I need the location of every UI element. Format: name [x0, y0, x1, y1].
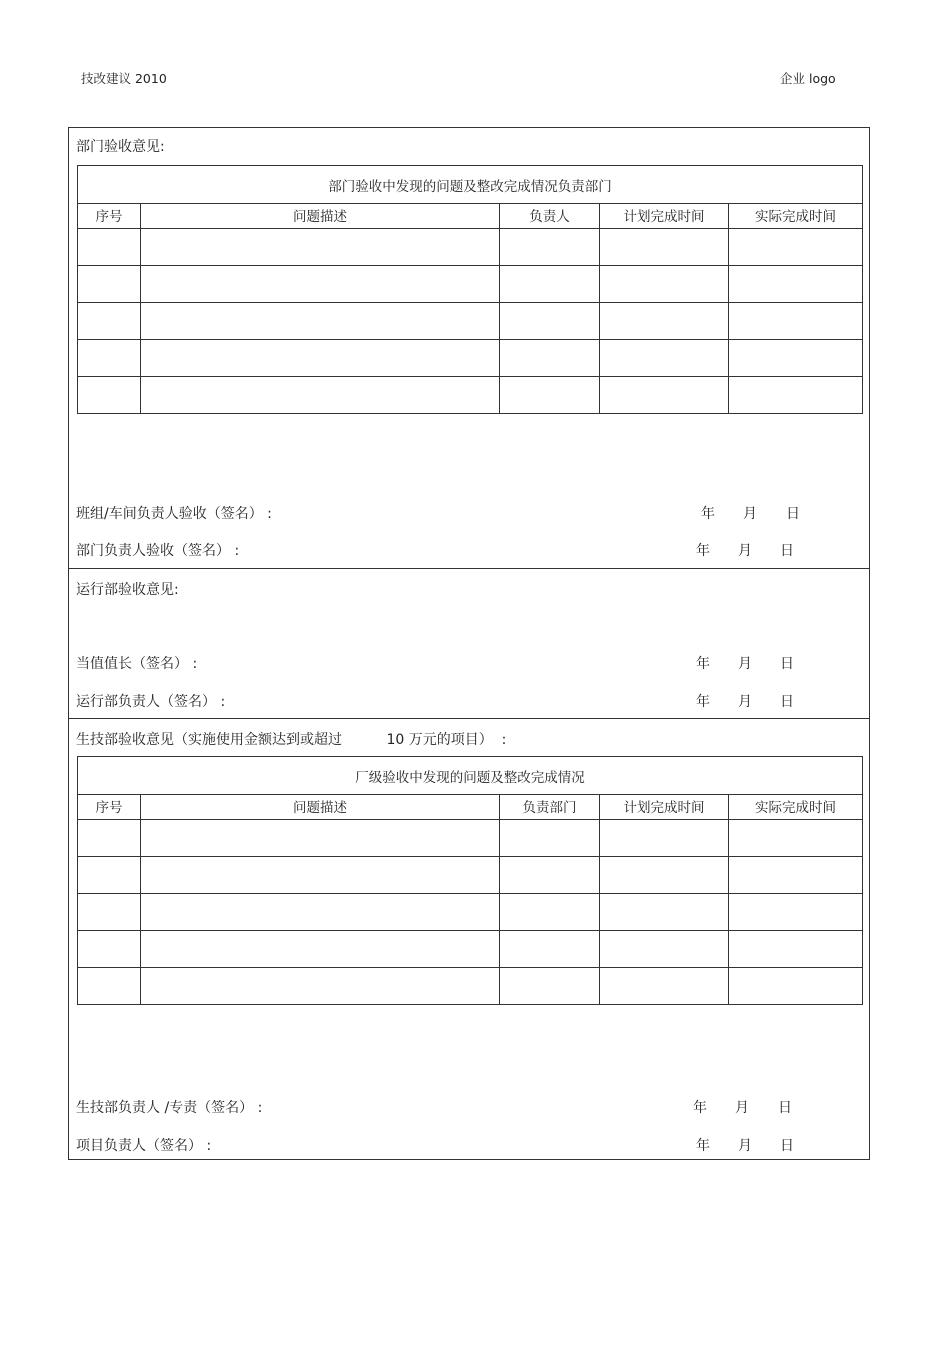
cell-description[interactable]: [141, 340, 500, 377]
cell-seq[interactable]: [78, 377, 141, 414]
cell-seq[interactable]: [78, 340, 141, 377]
date-month: 月: [738, 543, 752, 559]
dept-opinion-label: 部门验收意见:: [76, 139, 165, 155]
col-header-seq: 序号: [78, 795, 141, 820]
table-row: [78, 857, 863, 894]
cell-actual-date[interactable]: [729, 229, 863, 266]
col-header-owner-dept: 负责部门: [500, 795, 600, 820]
table-row: [78, 931, 863, 968]
doc-header-title: 技改建议 2010: [81, 71, 167, 86]
cell-description[interactable]: [141, 820, 500, 857]
cell-owner[interactable]: [500, 266, 600, 303]
project-head-signature-label: 项目负责人（签名） :: [76, 1138, 212, 1154]
cell-actual-date[interactable]: [729, 968, 863, 1005]
cell-actual-date[interactable]: [729, 340, 863, 377]
date-year: 年: [696, 656, 710, 672]
dept-head-signature-label: 部门负责人验收（签名） :: [76, 543, 240, 559]
team-workshop-signature-label: 班组/车间负责人验收（签名） :: [76, 506, 272, 522]
col-header-description: 问题描述: [141, 795, 500, 820]
date-day: 日: [780, 694, 794, 710]
date-year: 年: [696, 543, 710, 559]
cell-owner-dept[interactable]: [500, 968, 600, 1005]
cell-description[interactable]: [141, 857, 500, 894]
date-day: 日: [786, 506, 800, 522]
cell-seq[interactable]: [78, 968, 141, 1005]
date-year: 年: [701, 506, 715, 522]
cell-actual-date[interactable]: [729, 303, 863, 340]
col-header-seq: 序号: [78, 204, 141, 229]
cell-planned-date[interactable]: [600, 931, 729, 968]
date-month: 月: [738, 694, 752, 710]
col-header-actual-date: 实际完成时间: [729, 795, 863, 820]
cell-planned-date[interactable]: [600, 820, 729, 857]
date-year: 年: [693, 1100, 707, 1116]
factory-table-title: 厂级验收中发现的问题及整改完成情况: [78, 757, 863, 795]
table-row: [78, 968, 863, 1005]
date-day: 日: [780, 656, 794, 672]
cell-owner[interactable]: [500, 229, 600, 266]
date-day: 日: [778, 1100, 792, 1116]
cell-description[interactable]: [141, 931, 500, 968]
cell-seq[interactable]: [78, 857, 141, 894]
date-month: 月: [743, 506, 757, 522]
cell-owner[interactable]: [500, 340, 600, 377]
tech-opinion-label: 生技部验收意见（实施使用金额达到或超过 10 万元的项目） :: [76, 732, 507, 748]
shift-leader-signature-label: 当值值长（签名） :: [76, 656, 198, 672]
dept-table-title: 部门验收中发现的问题及整改完成情况负责部门: [78, 166, 863, 204]
cell-description[interactable]: [141, 229, 500, 266]
date-year: 年: [696, 1138, 710, 1154]
date-day: 日: [780, 1138, 794, 1154]
date-month: 月: [735, 1100, 749, 1116]
table-row: [78, 229, 863, 266]
cell-actual-date[interactable]: [729, 857, 863, 894]
cell-planned-date[interactable]: [600, 857, 729, 894]
cell-seq[interactable]: [78, 229, 141, 266]
cell-owner-dept[interactable]: [500, 931, 600, 968]
table-row: [78, 266, 863, 303]
col-header-planned-date: 计划完成时间: [600, 204, 729, 229]
cell-actual-date[interactable]: [729, 266, 863, 303]
cell-description[interactable]: [141, 968, 500, 1005]
cell-description[interactable]: [141, 894, 500, 931]
ops-opinion-label: 运行部验收意见:: [76, 582, 179, 598]
cell-seq[interactable]: [78, 931, 141, 968]
cell-actual-date[interactable]: [729, 820, 863, 857]
tech-head-signature-label: 生技部负责人 /专责（签名） :: [76, 1100, 263, 1116]
cell-planned-date[interactable]: [600, 303, 729, 340]
table-row: [78, 303, 863, 340]
cell-planned-date[interactable]: [600, 968, 729, 1005]
col-header-actual-date: 实际完成时间: [729, 204, 863, 229]
col-header-owner: 负责人: [500, 204, 600, 229]
cell-owner-dept[interactable]: [500, 894, 600, 931]
col-header-planned-date: 计划完成时间: [600, 795, 729, 820]
table-row: [78, 340, 863, 377]
cell-description[interactable]: [141, 303, 500, 340]
section-divider: [68, 568, 870, 569]
ops-head-signature-label: 运行部负责人（签名） :: [76, 694, 226, 710]
cell-planned-date[interactable]: [600, 266, 729, 303]
date-month: 月: [738, 656, 752, 672]
company-logo-placeholder: 企业 logo: [780, 71, 836, 86]
cell-seq[interactable]: [78, 266, 141, 303]
table-row: [78, 894, 863, 931]
cell-owner-dept[interactable]: [500, 857, 600, 894]
cell-planned-date[interactable]: [600, 340, 729, 377]
col-header-description: 问题描述: [141, 204, 500, 229]
cell-owner-dept[interactable]: [500, 820, 600, 857]
date-year: 年: [696, 694, 710, 710]
cell-actual-date[interactable]: [729, 931, 863, 968]
cell-seq[interactable]: [78, 820, 141, 857]
cell-description[interactable]: [141, 377, 500, 414]
cell-planned-date[interactable]: [600, 377, 729, 414]
cell-planned-date[interactable]: [600, 229, 729, 266]
cell-actual-date[interactable]: [729, 894, 863, 931]
section-divider: [68, 718, 870, 719]
cell-seq[interactable]: [78, 303, 141, 340]
table-row: [78, 820, 863, 857]
factory-issue-table: [77, 756, 863, 1005]
table-row: [78, 377, 863, 414]
cell-planned-date[interactable]: [600, 894, 729, 931]
cell-owner[interactable]: [500, 377, 600, 414]
cell-owner[interactable]: [500, 303, 600, 340]
date-month: 月: [738, 1138, 752, 1154]
cell-actual-date[interactable]: [729, 377, 863, 414]
cell-seq[interactable]: [78, 894, 141, 931]
cell-description[interactable]: [141, 266, 500, 303]
dept-issue-table: [77, 165, 863, 414]
date-day: 日: [780, 543, 794, 559]
